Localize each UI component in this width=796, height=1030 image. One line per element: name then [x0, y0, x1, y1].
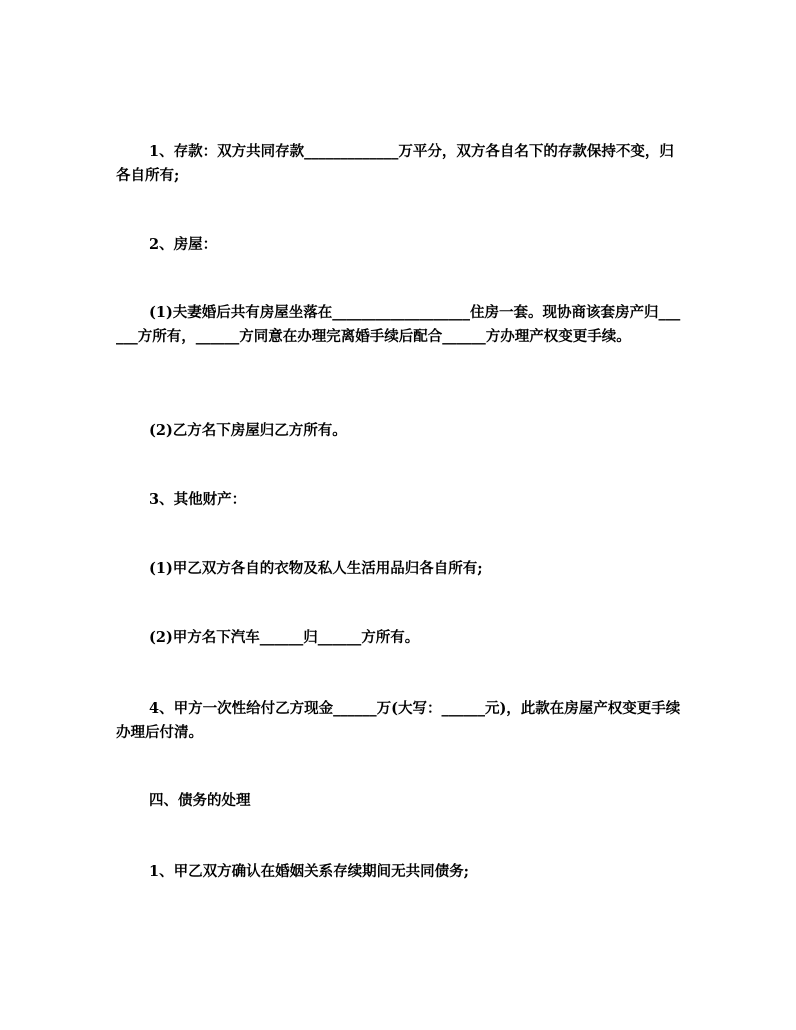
paragraph-other-2: (2)甲方名下汽车______归______方所有。 [149, 629, 420, 646]
paragraph-debt-heading: 四、债务的处理 [149, 792, 251, 809]
paragraph-other-heading: 3、其他财产： [149, 491, 247, 508]
paragraph-house-1: (1)夫妻婚后共有房屋坐落在___________________住房一套。现协商该套房产归______方所有，______方同意在办理完离婚手续后配合______方办理产权变更手续。 [116, 304, 681, 345]
paragraph-debt-1: 1、甲乙双方确认在婚姻关系存续期间无共同债务; [149, 863, 469, 880]
paragraph-other-1: (1)甲乙双方各自的衣物及私人生活用品归各自所有; [149, 560, 483, 577]
paragraph-house-heading: 2、房屋： [149, 236, 218, 253]
paragraph-deposit: 1、存款：双方共同存款_____________万平分，双方各自名下的存款保持不变，归各自所有; [116, 143, 674, 184]
paragraph-house-2: (2)乙方名下房屋归乙方所有。 [149, 422, 347, 439]
paragraph-payment: 4、甲方一次性给付乙方现金______万(大写：______元)，此款在房屋产权变更手续办理后付清。 [116, 700, 681, 741]
